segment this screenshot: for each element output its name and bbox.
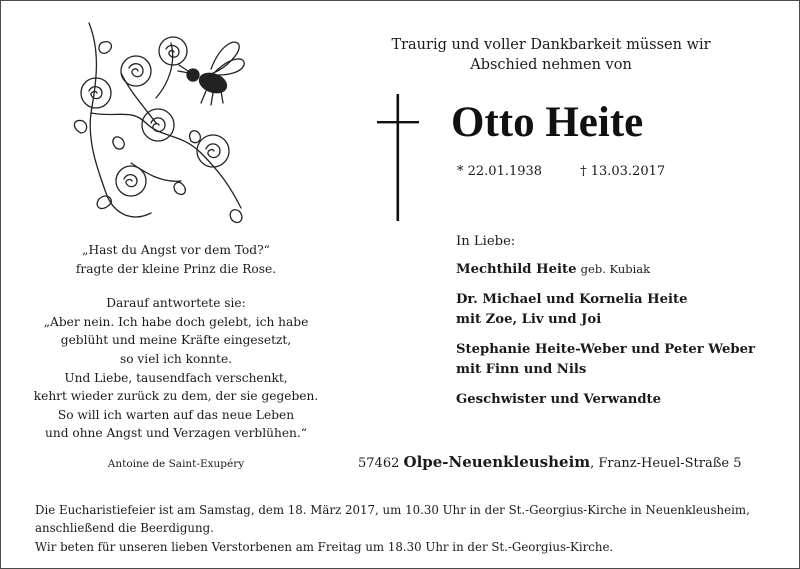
mourner-line: Geschwister und Verwandte — [456, 392, 662, 407]
life-dates — [457, 163, 665, 181]
birth-date: * 22.01.1938 — [457, 164, 543, 179]
quote-line: geblüht und meine Kräfte eingesetzt, — [60, 333, 292, 348]
service-line: Die Eucharistiefeier ist am Samstag, dem 18. März 2017, um 10.30 Uhr in der St.-Georgius-Kirche in Neuenkleusheim, — [35, 503, 750, 517]
intro-line-2: Abschied nehmen von — [470, 57, 632, 73]
latin-cross-icon — [377, 94, 419, 221]
quote-line: Und Liebe, tausendfach verschenkt, — [64, 370, 288, 385]
deceased-name: Otto Heite — [451, 99, 644, 146]
roses-and-bee-illustration — [61, 13, 281, 243]
quote-line: „Aber nein. Ich habe doch gelebt, ich habe — [43, 314, 309, 329]
mourner-line: Dr. Michael und Kornelia Heite — [456, 292, 688, 307]
mourner-line: mit Finn und Nils — [456, 361, 587, 377]
mourner-line: Stephanie Heite-Weber und Peter Weber — [456, 342, 755, 357]
mourner-group — [456, 260, 786, 280]
mourner-birth-name: geb. Kubiak — [580, 261, 651, 276]
mourner-group — [456, 290, 786, 329]
mourner-name: Mechthild Heite — [456, 261, 577, 277]
little-prince-quote — [31, 241, 321, 443]
quote-line: und ohne Angst und Verzagen verblühen.“ — [45, 426, 307, 441]
quote-line: So will ich warten auf das neue Leben — [57, 407, 295, 422]
quote-author: Antoine de Saint-Exupéry — [107, 458, 245, 470]
mourner-line: mit Zoe, Liv und Joi — [456, 311, 602, 327]
intro-line-1: Traurig und voller Dankbarkeit müssen wir — [391, 37, 711, 53]
quote-line: kehrt wieder zurück zu dem, der sie gegeben. — [33, 389, 319, 404]
mourner-group — [456, 340, 786, 379]
service-line: anschließend die Beerdigung. — [35, 521, 214, 536]
address-street: , Franz-Heuel-Straße 5 — [590, 456, 742, 471]
mourners-intro: In Liebe: — [456, 234, 516, 249]
family-address — [358, 452, 742, 474]
mourners-list — [456, 232, 786, 421]
service-line: Wir beten für unseren lieben Verstorbenen am Freitag um 18.30 Uhr in der St.-Georgius-Kirche. — [35, 539, 614, 554]
mourner-group — [456, 390, 786, 410]
death-date: † 13.03.2017 — [580, 164, 666, 179]
quote-line: so viel ich konnte. — [119, 351, 233, 366]
quote-line: „Hast du Angst vor dem Tod?“ — [82, 243, 270, 257]
address-zip: 57462 — [358, 456, 400, 471]
quote-line: Darauf antwortete sie: — [106, 296, 246, 311]
service-details — [35, 501, 775, 556]
quote-line: fragte der kleine Prinz die Rose. — [75, 261, 277, 276]
intro-text — [381, 35, 721, 75]
address-city: Olpe-Neuenkleusheim — [403, 453, 591, 471]
